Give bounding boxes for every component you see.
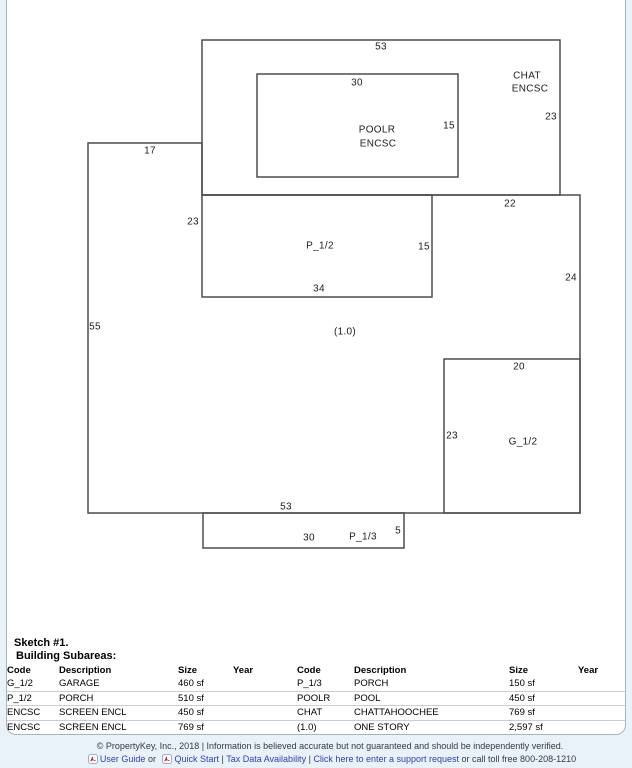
table-cell: 150 sf: [509, 678, 535, 690]
table-cell: CHATTAHOOCHEE: [354, 707, 439, 719]
dim-24: 24: [565, 272, 577, 284]
table-cell: [578, 677, 625, 691]
label-chat: CHAT: [513, 70, 541, 82]
table-cell: (1.0): [297, 721, 317, 733]
table-cell: CHAT: [297, 707, 323, 719]
pdf-icon: [88, 754, 98, 764]
table-cell: 460 sf: [178, 678, 204, 690]
table-cell: POOL: [354, 692, 381, 704]
tax-data-availability-link[interactable]: Tax Data Availability: [226, 754, 307, 764]
user-guide-link[interactable]: User Guide: [99, 754, 146, 764]
col-size-2: Size: [509, 665, 529, 676]
dim-30-pool: 30: [351, 77, 363, 89]
table-cell: SCREEN ENCL: [59, 707, 127, 719]
table-cell: [578, 706, 625, 721]
table-row: [7, 677, 625, 691]
table-cell: PORCH: [59, 692, 94, 704]
footer-text-or: or: [147, 754, 156, 764]
label-poolr: POOLR: [358, 124, 396, 136]
table-cell: [578, 720, 625, 734]
dim-22: 22: [504, 198, 516, 210]
table-cell: POOLR: [297, 692, 331, 704]
dim-55: 55: [89, 321, 101, 333]
dim-23-garage: 23: [446, 430, 458, 442]
col-year-1: Year: [233, 665, 254, 676]
table-row: [7, 691, 625, 706]
dim-20: 20: [513, 361, 525, 373]
table-cell: PORCH: [354, 678, 389, 690]
table-cell: [578, 691, 625, 706]
col-description-2: Description: [354, 665, 407, 676]
dim-34: 34: [313, 283, 325, 295]
page-footer: [50, 740, 610, 765]
label-p13: P_1/3: [349, 531, 377, 543]
table-header-row: [7, 664, 625, 677]
label-p12: P_1/2: [306, 240, 334, 252]
subareas-heading: Building Subareas:: [16, 650, 117, 662]
col-year-2: Year: [578, 665, 599, 676]
dim-15-pool: 15: [443, 120, 455, 132]
porch-p12-outline: [202, 195, 432, 297]
porch-p13-outline: [203, 513, 404, 548]
label-g12: G_1/2: [508, 436, 538, 448]
col-description-1: Description: [59, 665, 112, 676]
dim-53-bottom: 53: [280, 501, 292, 513]
table-cell: SCREEN ENCL: [59, 721, 127, 733]
col-code-2: Code: [297, 665, 321, 676]
dim-17: 17: [144, 145, 156, 157]
col-code-1: Code: [7, 665, 31, 676]
dim-23-topright: 23: [545, 111, 557, 123]
subareas-table: [7, 664, 625, 734]
dim-53-top: 53: [375, 41, 387, 53]
footer-links-line: [50, 753, 610, 765]
dim-23-left: 23: [187, 216, 199, 228]
col-size-1: Size: [178, 665, 198, 676]
table-row: [7, 706, 625, 721]
table-cell: ENCSC: [7, 721, 41, 733]
label-one-story: (1.0): [333, 326, 357, 338]
table-cell: 769 sf: [178, 721, 204, 733]
sketch-title: Sketch #1.: [14, 637, 69, 649]
dim-5: 5: [395, 525, 401, 537]
label-chat-encsc: ENCSC: [511, 83, 549, 95]
table-cell: 510 sf: [178, 692, 204, 704]
table-cell: 2,597 sf: [509, 721, 543, 733]
table-cell: GARAGE: [59, 678, 100, 690]
table-cell: 450 sf: [509, 692, 535, 704]
pdf-icon: [162, 754, 172, 764]
footer-separator: |: [308, 754, 311, 764]
dim-15-p12: 15: [418, 241, 430, 253]
table-cell: P_1/3: [297, 678, 322, 690]
table-row: [7, 720, 625, 734]
one-story-outline: [88, 143, 580, 513]
label-poolr-encsc: ENCSC: [359, 138, 397, 150]
poolr-enclosure-outline: [257, 74, 458, 177]
table-cell: G_1/2: [7, 678, 33, 690]
garage-outline: [444, 359, 580, 513]
quick-start-link[interactable]: Quick Start: [174, 754, 219, 764]
dim-30-porch: 30: [303, 532, 315, 544]
table-cell: P_1/2: [7, 692, 32, 704]
table-cell: [233, 706, 297, 721]
table-cell: [233, 691, 297, 706]
table-cell: 769 sf: [509, 707, 535, 719]
table-cell: ENCSC: [7, 707, 41, 719]
footer-separator: |: [221, 754, 224, 764]
footer-text-tollfree: or call toll free 800-208-1210: [461, 754, 577, 764]
support-request-link[interactable]: Click here to enter a support request: [313, 754, 460, 764]
table-cell: [233, 677, 297, 691]
table-cell: ONE STORY: [354, 721, 410, 733]
chat-enclosure-outline: [202, 40, 560, 195]
table-cell: [233, 720, 297, 734]
copyright-line: © PropertyKey, Inc., 2018 | Information is believed accurate but not guaranteed and should be independently verified.: [96, 741, 564, 751]
table-cell: 450 sf: [178, 707, 204, 719]
